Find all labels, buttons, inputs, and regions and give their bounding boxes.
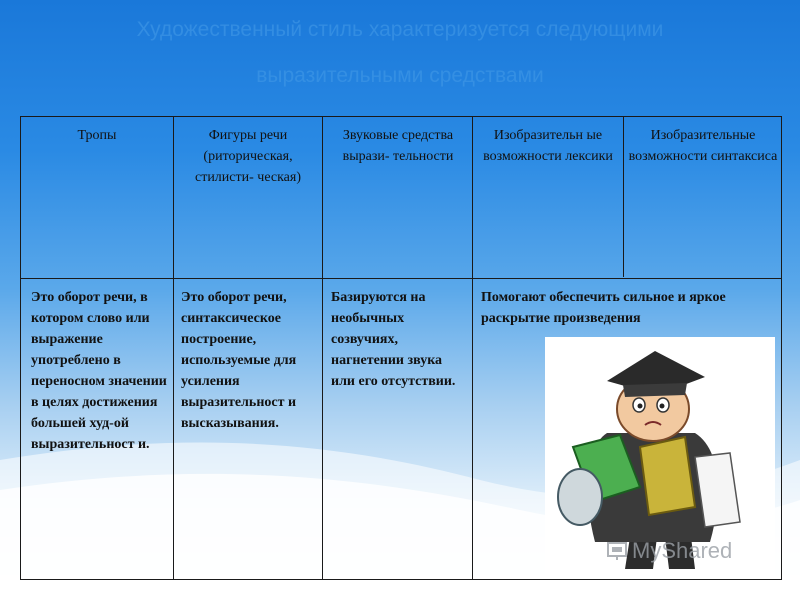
- column-divider: [322, 117, 323, 579]
- column-divider: [623, 117, 624, 277]
- student-pupil-left: [638, 404, 643, 409]
- header-figures: Фигуры речи (риторическая, стилисти- ческая): [194, 128, 301, 185]
- cell-sound: Базируются на необычных созвучиях, нагнетении звука или его отсутствии.: [331, 290, 456, 389]
- cell-tropes: Это оборот речи, в котором слово или выражение употреблено в переносном значении в целях достижения большей худ-ой выразительност и.: [31, 290, 167, 452]
- title-line-1: Художественный стиль характеризуется следующими: [136, 18, 664, 41]
- header-tropes: Тропы: [77, 128, 117, 143]
- presentation-icon: [606, 540, 628, 562]
- row-divider: [21, 278, 781, 279]
- bag: [558, 469, 602, 525]
- student-cap-band: [623, 383, 687, 397]
- header-syntax: Изобразительные возможности синтаксиса: [628, 128, 778, 164]
- student-pupil-right: [660, 404, 665, 409]
- watermark-text: MyShared: [632, 538, 733, 563]
- cell-lexis-syntax: Помогают обеспечить сильное и яркое раскрытие произведения: [481, 290, 726, 326]
- header-lexis: Изобразительн ые возможности лексики: [483, 128, 613, 164]
- watermark: [606, 538, 732, 564]
- column-divider: [173, 117, 174, 579]
- header-sound: Звуковые средства вырази- тельности: [342, 128, 454, 164]
- yellow-book: [640, 437, 695, 515]
- slide-title: [20, 10, 780, 116]
- column-divider: [472, 117, 473, 579]
- cell-figures: Это оборот речи, синтаксическое построение, используемые для усиления выразительност и высказывания.: [181, 290, 297, 431]
- title-line-2: выразительными средствами: [256, 64, 544, 87]
